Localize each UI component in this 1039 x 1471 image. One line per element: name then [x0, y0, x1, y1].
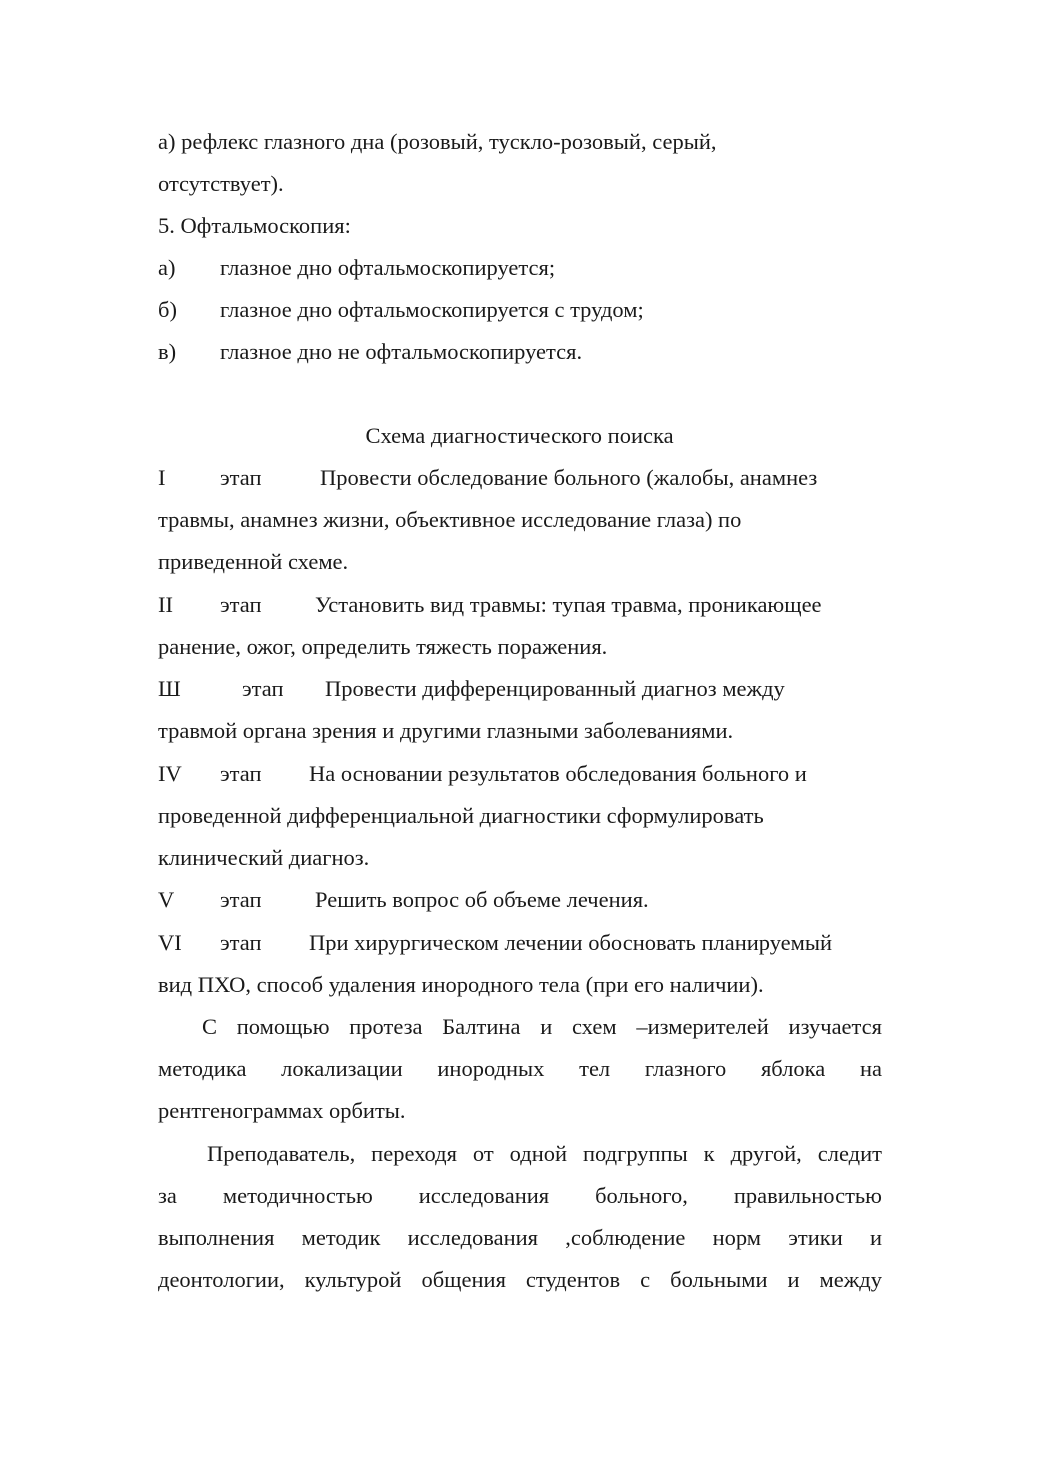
stage-number: II [158, 592, 173, 617]
paragraph-line: методика локализации инородных тел глазного яблока на [158, 1058, 882, 1081]
stage-label: этап [242, 676, 284, 701]
item-text: глазное дно офтальмоскопируется; [220, 255, 556, 280]
stage-number: V [158, 887, 175, 912]
paragraph-line: С помощью протеза Балтина и схем –измерителей изучается [202, 1016, 882, 1039]
stage-number: I [158, 465, 166, 490]
stage-label: этап [220, 761, 262, 786]
stage-text-cont: приведенной схеме. [158, 549, 349, 574]
paragraph-line: деонтологии, культурой общения студентов с больными и между [158, 1269, 882, 1292]
item-marker: б) [158, 297, 177, 322]
reflex-line: а) рефлекс глазного дна (розовый, тускло-розовый, серый, [158, 129, 717, 154]
ophthalmoscopy-heading: 5. Офтальмоскопия: [158, 213, 351, 238]
stage-text-cont: травмой органа зрения и другими глазными заболеваниями. [158, 718, 734, 743]
paragraph-line: Преподаватель, переходя от одной подгруппы к другой, следит [207, 1143, 882, 1166]
stage-number: Ш [158, 676, 181, 701]
stage-label: этап [220, 592, 262, 617]
scheme-title: Схема диагностического поиска [365, 423, 674, 448]
stage-number: IV [158, 761, 182, 786]
paragraph-line: за методичностью исследования больного, правильностью [158, 1185, 882, 1208]
stage-text: Решить вопрос об объеме лечения. [315, 887, 649, 912]
paragraph-line: выполнения методик исследования ,соблюдение норм этики и [158, 1227, 882, 1250]
stage-text: На основании результатов обследования больного и [309, 761, 807, 786]
stage-text: Провести дифференцированный диагноз между [325, 676, 785, 701]
reflex-line-cont: отсутствует). [158, 171, 284, 196]
stage-text-cont: клинический диагноз. [158, 845, 370, 870]
stage-text: Провести обследование больного (жалобы, анамнез [320, 465, 818, 490]
item-text: глазное дно не офтальмоскопируется. [220, 339, 583, 364]
stage-text-cont: травмы, анамнез жизни, объективное исследование глаза) по [158, 507, 742, 532]
stage-text: При хирургическом лечении обосновать планируемый [309, 930, 833, 955]
stage-text-cont: проведенной дифференциальной диагностики сформулировать [158, 803, 764, 828]
stage-text-cont: ранение, ожог, определить тяжесть поражения. [158, 634, 608, 659]
stage-label: этап [220, 930, 262, 955]
stage-number: VI [158, 930, 182, 955]
item-marker: в) [158, 339, 177, 364]
stage-text: Установить вид травмы: тупая травма, проникающее [315, 592, 822, 617]
stage-label: этап [220, 465, 262, 490]
stage-label: этап [220, 887, 262, 912]
paragraph-line: рентгенограммах орбиты. [158, 1098, 406, 1123]
stage-text-cont: вид ПХО, способ удаления инородного тела (при его наличии). [158, 972, 764, 997]
item-marker: а) [158, 255, 176, 280]
item-text: глазное дно офтальмоскопируется с трудом; [220, 297, 644, 322]
